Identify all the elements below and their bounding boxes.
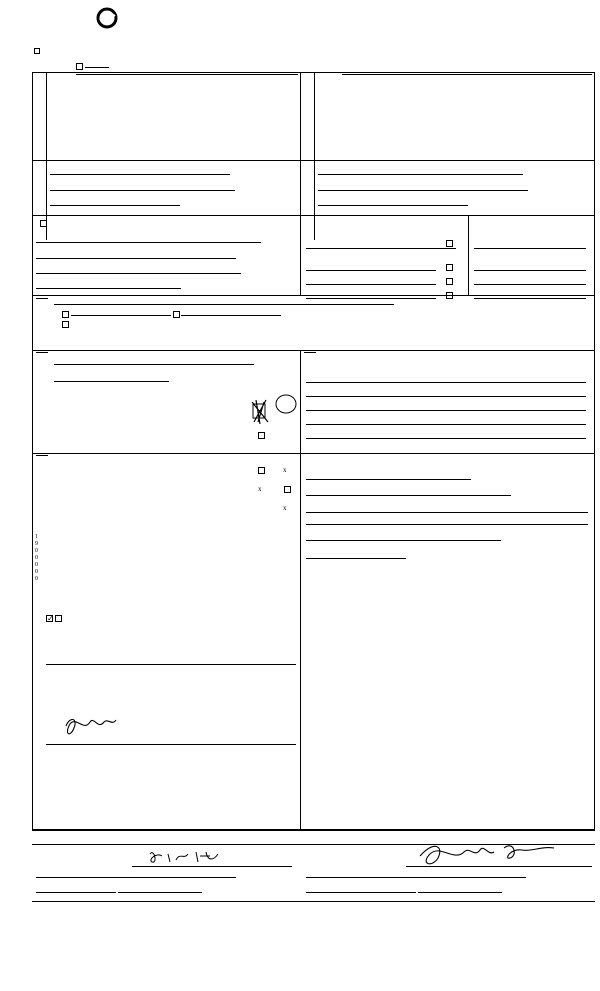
seller-mailing[interactable] [50,174,230,175]
partial-sale-checkbox[interactable] [76,63,83,70]
logo-swoosh-icon [96,6,118,30]
does-checkbox[interactable]: ✓ [47,613,54,623]
grantee-date-row[interactable] [306,887,592,895]
section3-header[interactable] [36,219,298,227]
excise-label [304,570,469,581]
grantor-signature [146,846,236,868]
multi-location-checkbox[interactable] [34,48,40,54]
grantor-date[interactable] [36,892,116,893]
scribbled-box-icon [250,396,272,426]
wac-row[interactable] [306,474,592,482]
grantee-signature [414,838,564,868]
buyer-phone-row[interactable] [318,200,592,208]
grantee-city[interactable] [418,892,502,893]
corr-city[interactable] [36,273,241,274]
doc-type[interactable] [306,540,501,541]
buyer-city-row[interactable] [318,185,592,193]
location-row[interactable] [62,310,592,318]
corr-phone-row[interactable] [36,283,298,291]
forest-yes-checkbox[interactable] [258,467,265,474]
personal-property-checkbox[interactable] [446,278,453,285]
corr-name-row[interactable] [36,237,298,245]
street-row[interactable] [54,299,584,307]
seller-city[interactable] [50,190,235,191]
seller-name[interactable] [76,74,298,75]
no-circle-icon [274,392,298,416]
property-street[interactable] [54,304,394,305]
grantee-date[interactable] [306,892,416,893]
corr-phone[interactable] [36,288,181,289]
seller-phone[interactable] [50,205,180,206]
margin-digits: 1 9 0 0 0 0 0 [35,534,38,582]
section6-number [36,455,48,456]
timber-yes-checkbox[interactable] [258,432,265,439]
doc-date-row[interactable] [306,553,592,561]
additional-codes-row[interactable] [54,376,294,384]
property-county[interactable] [71,315,171,316]
buyer-mailing[interactable] [318,174,523,175]
corr-mailing-row[interactable] [36,253,298,261]
segregated-row[interactable] [62,321,592,329]
doc-date[interactable] [306,558,406,559]
grantor-print-name[interactable] [36,877,236,878]
section4-number [36,298,48,299]
buyer-name[interactable] [342,74,592,75]
personal-property-checkbox[interactable] [446,264,453,271]
does-not-checkbox[interactable] [55,615,62,622]
corr-mailing[interactable] [36,258,236,259]
historic-no-mark[interactable]: x [283,504,287,512]
section7-number [304,352,316,353]
new-owner-signature [60,712,120,740]
dor-logo [24,6,116,52]
unincorporated-checkbox[interactable] [62,311,69,318]
current-use-no-checkbox[interactable] [284,486,291,493]
land-use-code[interactable] [54,364,254,365]
grantor-date-row[interactable] [36,887,296,895]
city-checkbox[interactable] [173,311,180,318]
section5-number [36,352,48,353]
partial-sale-check[interactable] [76,62,109,70]
reason-row[interactable] [306,490,592,498]
segregated-checkbox[interactable] [62,321,69,328]
parcel-rows [306,246,591,302]
grantor-name-row[interactable] [36,872,296,880]
buyer-phone[interactable] [318,205,468,206]
forest-no-mark[interactable]: x [283,466,287,474]
property-city[interactable] [181,315,281,316]
same-as-buyer-checkbox[interactable] [40,220,47,227]
seller-phone-row[interactable] [50,200,298,208]
grantee-name-row[interactable] [306,872,592,880]
corr-city-row[interactable] [36,268,298,276]
seller-mailing-row[interactable] [50,169,298,177]
buyer-city[interactable] [318,190,528,191]
tax-calculation [304,570,592,581]
doc-type-row[interactable] [306,535,592,543]
qualify-row[interactable] [46,614,296,622]
grantee-print-name[interactable] [306,877,526,878]
corr-name[interactable] [36,242,261,243]
buyer-mailing-row[interactable] [318,169,592,177]
current-use-yes-mark[interactable]: x [258,485,262,493]
multi-location-check[interactable] [34,48,40,55]
seller-city-row[interactable] [50,185,298,193]
personal-property-checkbox[interactable] [446,240,453,247]
grantor-city[interactable] [118,892,202,893]
